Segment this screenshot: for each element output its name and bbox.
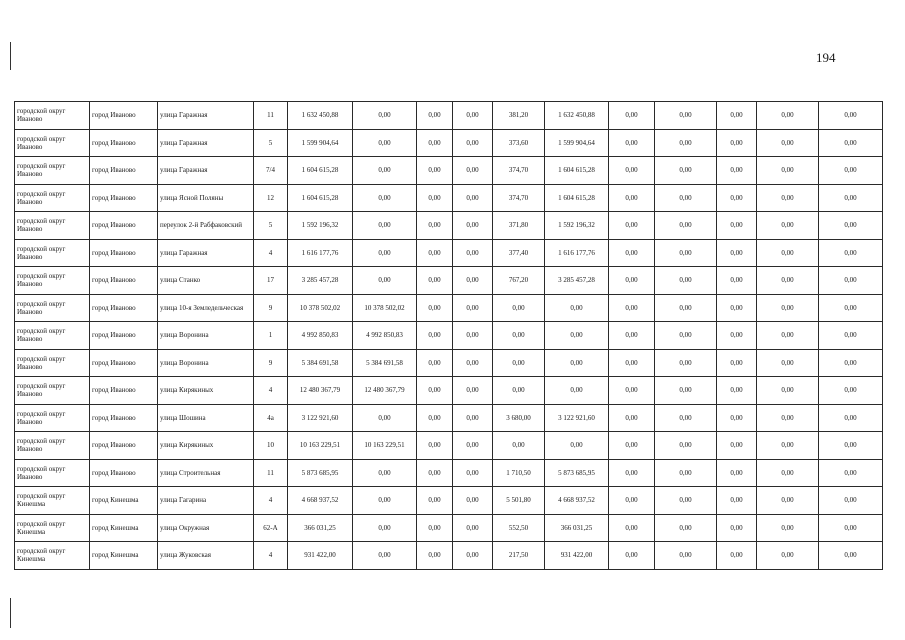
value-cell: 0,00: [757, 294, 819, 322]
value-cell: 0,00: [757, 212, 819, 240]
page-number: 194: [816, 50, 836, 65]
value-cell: 0,00: [609, 294, 655, 322]
value-cell: 0,00: [453, 542, 493, 570]
street-cell: улица Гаражная: [158, 129, 254, 157]
value-cell: 0,00: [453, 267, 493, 295]
value-cell: 0,00: [353, 542, 417, 570]
value-cell: 0,00: [757, 157, 819, 185]
city-cell: город Кинешма: [90, 514, 158, 542]
value-cell: 0,00: [493, 322, 545, 350]
value-cell: 0,00: [493, 432, 545, 460]
house-number-cell: 9: [254, 294, 288, 322]
district-cell: городской округ Кинешма: [15, 487, 90, 515]
value-cell: 0,00: [453, 432, 493, 460]
value-cell: 0,00: [819, 514, 883, 542]
city-cell: город Иваново: [90, 349, 158, 377]
city-cell: город Иваново: [90, 129, 158, 157]
value-cell: 366 031,25: [288, 514, 353, 542]
street-cell: улица Жуковская: [158, 542, 254, 570]
value-cell: 0,00: [417, 432, 453, 460]
value-cell: 0,00: [717, 377, 757, 405]
value-cell: 0,00: [655, 239, 717, 267]
value-cell: 0,00: [417, 239, 453, 267]
value-cell: 0,00: [417, 294, 453, 322]
street-cell: улица Строительная: [158, 459, 254, 487]
value-cell: 1 632 450,88: [288, 102, 353, 130]
value-cell: 0,00: [609, 377, 655, 405]
house-number-cell: 11: [254, 459, 288, 487]
table-row: [15, 212, 883, 240]
street-cell: улица Окружная: [158, 514, 254, 542]
value-cell: 0,00: [417, 542, 453, 570]
district-cell: городской округ Иваново: [15, 322, 90, 350]
table-row: [15, 102, 883, 130]
house-number-cell: 62-А: [254, 514, 288, 542]
value-cell: 0,00: [757, 349, 819, 377]
value-cell: 4 992 850,83: [288, 322, 353, 350]
value-cell: 0,00: [417, 404, 453, 432]
house-number-cell: 12: [254, 184, 288, 212]
value-cell: 0,00: [417, 322, 453, 350]
district-cell: городской округ Иваново: [15, 184, 90, 212]
value-cell: 5 384 691,58: [353, 349, 417, 377]
value-cell: 0,00: [353, 239, 417, 267]
value-cell: 3 122 921,60: [545, 404, 609, 432]
value-cell: 0,00: [417, 349, 453, 377]
value-cell: 0,00: [819, 129, 883, 157]
value-cell: 0,00: [453, 129, 493, 157]
value-cell: 0,00: [717, 267, 757, 295]
value-cell: 0,00: [453, 239, 493, 267]
value-cell: 0,00: [453, 404, 493, 432]
value-cell: 10 378 502,02: [288, 294, 353, 322]
value-cell: 0,00: [353, 157, 417, 185]
city-cell: город Иваново: [90, 377, 158, 405]
value-cell: 1 616 177,76: [288, 239, 353, 267]
house-number-cell: 17: [254, 267, 288, 295]
value-cell: 12 480 367,79: [353, 377, 417, 405]
value-cell: 217,50: [493, 542, 545, 570]
table-row: [15, 157, 883, 185]
city-cell: город Иваново: [90, 239, 158, 267]
district-cell: городской округ Иваново: [15, 102, 90, 130]
value-cell: 0,00: [353, 129, 417, 157]
value-cell: 0,00: [655, 377, 717, 405]
value-cell: 0,00: [417, 459, 453, 487]
value-cell: 0,00: [819, 349, 883, 377]
value-cell: 0,00: [819, 102, 883, 130]
city-cell: город Иваново: [90, 184, 158, 212]
district-cell: городской округ Иваново: [15, 377, 90, 405]
house-number-cell: 11: [254, 102, 288, 130]
value-cell: 0,00: [453, 487, 493, 515]
street-cell: улица Воронина: [158, 349, 254, 377]
street-cell: улица Воронина: [158, 322, 254, 350]
value-cell: 5 873 685,95: [545, 459, 609, 487]
value-cell: 0,00: [453, 349, 493, 377]
house-number-cell: 4: [254, 487, 288, 515]
city-cell: город Иваново: [90, 294, 158, 322]
city-cell: город Кинешма: [90, 487, 158, 515]
value-cell: 0,00: [757, 542, 819, 570]
value-cell: 0,00: [609, 542, 655, 570]
street-cell: переулок 2-й Рабфаковский: [158, 212, 254, 240]
value-cell: 0,00: [453, 514, 493, 542]
value-cell: 931 422,00: [288, 542, 353, 570]
table-row: [15, 267, 883, 295]
value-cell: 0,00: [609, 404, 655, 432]
value-cell: 0,00: [417, 157, 453, 185]
value-cell: 0,00: [819, 212, 883, 240]
value-cell: 0,00: [717, 349, 757, 377]
city-cell: город Иваново: [90, 157, 158, 185]
value-cell: 366 031,25: [545, 514, 609, 542]
housing-registry-table: [14, 101, 883, 570]
district-cell: городской округ Иваново: [15, 129, 90, 157]
value-cell: 0,00: [453, 184, 493, 212]
value-cell: 0,00: [609, 129, 655, 157]
value-cell: 0,00: [819, 239, 883, 267]
value-cell: 0,00: [609, 157, 655, 185]
value-cell: 0,00: [353, 459, 417, 487]
value-cell: 0,00: [609, 184, 655, 212]
value-cell: 0,00: [757, 404, 819, 432]
district-cell: городской округ Иваново: [15, 459, 90, 487]
table-body: [15, 102, 883, 570]
value-cell: 0,00: [453, 157, 493, 185]
value-cell: 931 422,00: [545, 542, 609, 570]
value-cell: 0,00: [655, 102, 717, 130]
value-cell: 0,00: [655, 459, 717, 487]
value-cell: 0,00: [417, 184, 453, 212]
street-cell: улица Станко: [158, 267, 254, 295]
value-cell: 1 616 177,76: [545, 239, 609, 267]
value-cell: 0,00: [609, 349, 655, 377]
table-row: [15, 129, 883, 157]
house-number-cell: 7/4: [254, 157, 288, 185]
value-cell: 0,00: [353, 212, 417, 240]
city-cell: город Кинешма: [90, 542, 158, 570]
district-cell: городской округ Иваново: [15, 239, 90, 267]
city-cell: город Иваново: [90, 102, 158, 130]
value-cell: 0,00: [353, 487, 417, 515]
value-cell: 0,00: [417, 102, 453, 130]
district-cell: городской округ Иваново: [15, 212, 90, 240]
value-cell: 1 592 196,32: [288, 212, 353, 240]
value-cell: 0,00: [717, 514, 757, 542]
street-cell: улица Гаражная: [158, 157, 254, 185]
value-cell: 0,00: [655, 184, 717, 212]
value-cell: 0,00: [757, 514, 819, 542]
value-cell: 0,00: [717, 487, 757, 515]
table-row: [15, 487, 883, 515]
value-cell: 0,00: [609, 322, 655, 350]
value-cell: 0,00: [819, 294, 883, 322]
value-cell: 0,00: [717, 157, 757, 185]
table-row: [15, 404, 883, 432]
value-cell: 0,00: [757, 322, 819, 350]
value-cell: 0,00: [819, 184, 883, 212]
value-cell: 0,00: [717, 102, 757, 130]
value-cell: 371,80: [493, 212, 545, 240]
value-cell: 0,00: [453, 102, 493, 130]
value-cell: 0,00: [493, 349, 545, 377]
street-cell: улица Кирякиных: [158, 432, 254, 460]
value-cell: 0,00: [545, 377, 609, 405]
table-row: [15, 239, 883, 267]
value-cell: 0,00: [717, 542, 757, 570]
value-cell: 0,00: [655, 349, 717, 377]
table-row: [15, 459, 883, 487]
value-cell: 0,00: [453, 377, 493, 405]
value-cell: 0,00: [655, 487, 717, 515]
value-cell: 0,00: [717, 404, 757, 432]
value-cell: 0,00: [493, 377, 545, 405]
value-cell: 1 599 904,64: [288, 129, 353, 157]
value-cell: 1 604 615,28: [288, 184, 353, 212]
value-cell: 0,00: [417, 267, 453, 295]
table-row: [15, 542, 883, 570]
value-cell: 0,00: [545, 294, 609, 322]
house-number-cell: 1: [254, 322, 288, 350]
value-cell: 0,00: [353, 267, 417, 295]
city-cell: город Иваново: [90, 432, 158, 460]
value-cell: 0,00: [353, 514, 417, 542]
value-cell: 5 501,80: [493, 487, 545, 515]
house-number-cell: 4а: [254, 404, 288, 432]
value-cell: 0,00: [717, 212, 757, 240]
table-row: [15, 432, 883, 460]
scan-mark-bottom: [10, 598, 11, 628]
value-cell: 0,00: [655, 294, 717, 322]
value-cell: 0,00: [417, 377, 453, 405]
city-cell: город Иваново: [90, 459, 158, 487]
street-cell: улица Гагарина: [158, 487, 254, 515]
value-cell: 12 480 367,79: [288, 377, 353, 405]
district-cell: городской округ Кинешма: [15, 514, 90, 542]
value-cell: 381,20: [493, 102, 545, 130]
value-cell: 0,00: [655, 157, 717, 185]
value-cell: 0,00: [819, 459, 883, 487]
district-cell: городской округ Иваново: [15, 267, 90, 295]
value-cell: 767,20: [493, 267, 545, 295]
table-row: [15, 514, 883, 542]
city-cell: город Иваново: [90, 404, 158, 432]
value-cell: 0,00: [655, 542, 717, 570]
value-cell: 0,00: [609, 267, 655, 295]
value-cell: 3 285 457,28: [545, 267, 609, 295]
value-cell: 0,00: [453, 459, 493, 487]
value-cell: 552,50: [493, 514, 545, 542]
value-cell: 373,60: [493, 129, 545, 157]
value-cell: 0,00: [353, 102, 417, 130]
city-cell: город Иваново: [90, 322, 158, 350]
value-cell: 374,70: [493, 184, 545, 212]
value-cell: 0,00: [757, 267, 819, 295]
value-cell: 0,00: [417, 212, 453, 240]
value-cell: 0,00: [757, 184, 819, 212]
district-cell: городской округ Иваново: [15, 294, 90, 322]
value-cell: 0,00: [717, 294, 757, 322]
scan-mark-top: [10, 42, 11, 70]
value-cell: 0,00: [757, 102, 819, 130]
value-cell: 0,00: [717, 322, 757, 350]
value-cell: 0,00: [717, 459, 757, 487]
value-cell: 1 604 615,28: [545, 157, 609, 185]
table-row: [15, 322, 883, 350]
value-cell: 0,00: [655, 322, 717, 350]
value-cell: 0,00: [609, 514, 655, 542]
street-cell: улица 10-я Земледельческая: [158, 294, 254, 322]
value-cell: 10 163 229,51: [353, 432, 417, 460]
street-cell: улица Гаражная: [158, 239, 254, 267]
value-cell: 0,00: [609, 239, 655, 267]
value-cell: 0,00: [757, 487, 819, 515]
value-cell: 3 680,00: [493, 404, 545, 432]
value-cell: 0,00: [757, 377, 819, 405]
value-cell: 0,00: [609, 487, 655, 515]
value-cell: 0,00: [417, 514, 453, 542]
value-cell: 0,00: [655, 129, 717, 157]
table-row: [15, 349, 883, 377]
value-cell: 0,00: [453, 322, 493, 350]
value-cell: 0,00: [819, 404, 883, 432]
value-cell: 0,00: [353, 184, 417, 212]
value-cell: 4 668 937,52: [288, 487, 353, 515]
district-cell: городской округ Иваново: [15, 404, 90, 432]
street-cell: улица Ясной Поляны: [158, 184, 254, 212]
value-cell: 0,00: [609, 212, 655, 240]
street-cell: улица Гаражная: [158, 102, 254, 130]
table-row: [15, 184, 883, 212]
value-cell: 0,00: [717, 432, 757, 460]
house-number-cell: 5: [254, 212, 288, 240]
value-cell: 5 873 685,95: [288, 459, 353, 487]
value-cell: 0,00: [545, 432, 609, 460]
value-cell: 0,00: [819, 432, 883, 460]
street-cell: улица Кирякиных: [158, 377, 254, 405]
district-cell: городской округ Кинешма: [15, 542, 90, 570]
value-cell: 0,00: [453, 212, 493, 240]
house-number-cell: 9: [254, 349, 288, 377]
value-cell: 0,00: [655, 514, 717, 542]
value-cell: 0,00: [655, 432, 717, 460]
value-cell: 0,00: [757, 239, 819, 267]
value-cell: 0,00: [819, 267, 883, 295]
value-cell: 0,00: [757, 459, 819, 487]
district-cell: городской округ Иваново: [15, 349, 90, 377]
value-cell: 0,00: [819, 157, 883, 185]
value-cell: 10 378 502,02: [353, 294, 417, 322]
value-cell: 0,00: [819, 487, 883, 515]
value-cell: 1 604 615,28: [288, 157, 353, 185]
value-cell: 3 285 457,28: [288, 267, 353, 295]
house-number-cell: 5: [254, 129, 288, 157]
value-cell: 0,00: [655, 404, 717, 432]
value-cell: 0,00: [819, 322, 883, 350]
city-cell: город Иваново: [90, 267, 158, 295]
district-cell: городской округ Иваново: [15, 157, 90, 185]
value-cell: 0,00: [417, 487, 453, 515]
house-number-cell: 4: [254, 239, 288, 267]
value-cell: 0,00: [609, 459, 655, 487]
value-cell: 374,70: [493, 157, 545, 185]
value-cell: 0,00: [545, 322, 609, 350]
table-row: [15, 294, 883, 322]
house-number-cell: 10: [254, 432, 288, 460]
table-row: [15, 377, 883, 405]
value-cell: 1 632 450,88: [545, 102, 609, 130]
value-cell: 0,00: [819, 377, 883, 405]
value-cell: 0,00: [655, 267, 717, 295]
value-cell: 0,00: [453, 294, 493, 322]
value-cell: 5 384 691,58: [288, 349, 353, 377]
city-cell: город Иваново: [90, 212, 158, 240]
value-cell: 0,00: [757, 129, 819, 157]
value-cell: 0,00: [819, 542, 883, 570]
value-cell: 4 992 850,83: [353, 322, 417, 350]
value-cell: 1 592 196,32: [545, 212, 609, 240]
value-cell: 0,00: [717, 129, 757, 157]
value-cell: 10 163 229,51: [288, 432, 353, 460]
value-cell: 0,00: [609, 432, 655, 460]
value-cell: 1 710,50: [493, 459, 545, 487]
value-cell: 0,00: [717, 239, 757, 267]
value-cell: 0,00: [717, 184, 757, 212]
house-number-cell: 4: [254, 377, 288, 405]
value-cell: 377,40: [493, 239, 545, 267]
value-cell: 1 599 904,64: [545, 129, 609, 157]
value-cell: 4 668 937,52: [545, 487, 609, 515]
value-cell: 3 122 921,60: [288, 404, 353, 432]
value-cell: 1 604 615,28: [545, 184, 609, 212]
value-cell: 0,00: [417, 129, 453, 157]
street-cell: улица Шошина: [158, 404, 254, 432]
value-cell: 0,00: [545, 349, 609, 377]
value-cell: 0,00: [493, 294, 545, 322]
district-cell: городской округ Иваново: [15, 432, 90, 460]
house-number-cell: 4: [254, 542, 288, 570]
value-cell: 0,00: [609, 102, 655, 130]
value-cell: 0,00: [655, 212, 717, 240]
value-cell: 0,00: [757, 432, 819, 460]
value-cell: 0,00: [353, 404, 417, 432]
